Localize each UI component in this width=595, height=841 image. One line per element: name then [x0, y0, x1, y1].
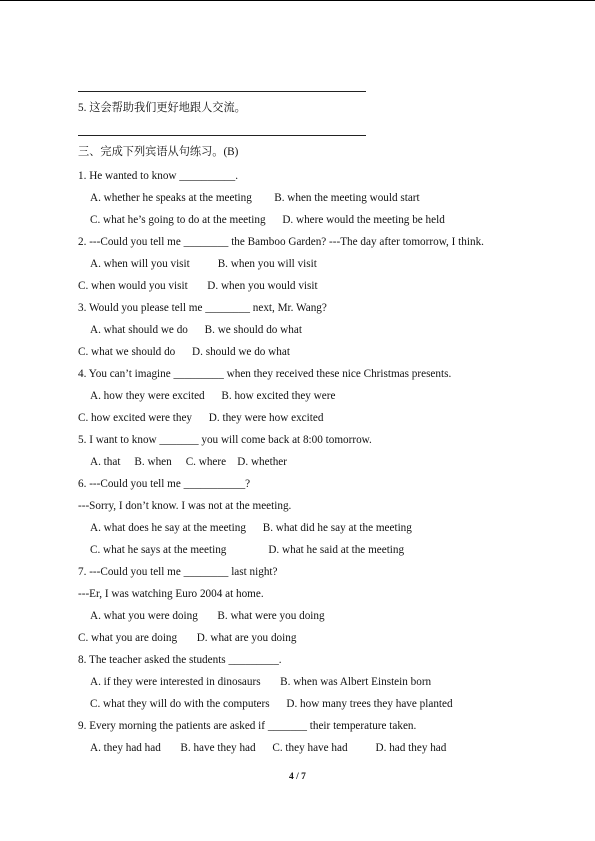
question-options: C. what they will do with the computers D. how many trees they have planted: [90, 698, 453, 710]
question-stem: 3. Would you please tell me ________ next, Mr. Wang?: [78, 302, 327, 314]
question-options: C. what he’s going to do at the meeting D. where would the meeting be held: [90, 214, 445, 226]
question-response: ---Er, I was watching Euro 2004 at home.: [78, 588, 264, 600]
question-options: A. when will you visit B. when you will visit: [90, 258, 317, 270]
question-stem: 1. He wanted to know __________.: [78, 170, 239, 182]
question-options: C. what you are doing D. what are you doing: [78, 632, 297, 644]
question-options: A. how they were excited B. how excited they were: [90, 390, 336, 402]
question-options: A. whether he speaks at the meeting B. when the meeting would start: [90, 192, 420, 204]
question-options: A. if they were interested in dinosaurs B. when was Albert Einstein born: [90, 676, 432, 688]
answer-line-4: [78, 91, 366, 92]
question-stem: 5. I want to know _______ you will come back at 8:00 tomorrow.: [78, 434, 372, 446]
question-options: A. what does he say at the meeting B. what did he say at the meeting: [90, 522, 412, 534]
question-stem: 7. ---Could you tell me ________ last night?: [78, 566, 278, 578]
question-options: A. that B. when C. where D. whether: [90, 456, 287, 468]
question-options: C. what we should do D. should we do what: [78, 346, 290, 358]
section-title: 三、完成下列宾语从句练习。(B): [78, 146, 239, 158]
translation-item-5: 5. 这会帮助我们更好地跟人交流。: [78, 102, 246, 114]
question-options: C. how excited were they D. they were how excited: [78, 412, 324, 424]
question-options: C. what he says at the meeting D. what he said at the meeting: [90, 544, 405, 556]
question-stem: 9. Every morning the patients are asked if _______ their temperature taken.: [78, 720, 417, 732]
question-options: A. what should we do B. we should do what: [90, 324, 302, 336]
page-top-border: [0, 0, 595, 1]
question-stem: 8. The teacher asked the students _________.: [78, 654, 282, 666]
question-response: ---Sorry, I don’t know. I was not at the meeting.: [78, 500, 292, 512]
question-options: A. what you were doing B. what were you doing: [90, 610, 325, 622]
question-stem: 4. You can’t imagine _________ when they received these nice Christmas presents.: [78, 368, 452, 380]
page-number: 4 / 7: [289, 772, 306, 782]
question-stem: 6. ---Could you tell me ___________?: [78, 478, 251, 490]
question-stem: 2. ---Could you tell me ________ the Bamboo Garden? ---The day after tomorrow, I think.: [78, 236, 484, 248]
question-options: C. when would you visit D. when you would visit: [78, 280, 318, 292]
question-options: A. they had had B. have they had C. they have had D. had they had: [90, 742, 447, 754]
answer-line-5: [78, 135, 366, 136]
